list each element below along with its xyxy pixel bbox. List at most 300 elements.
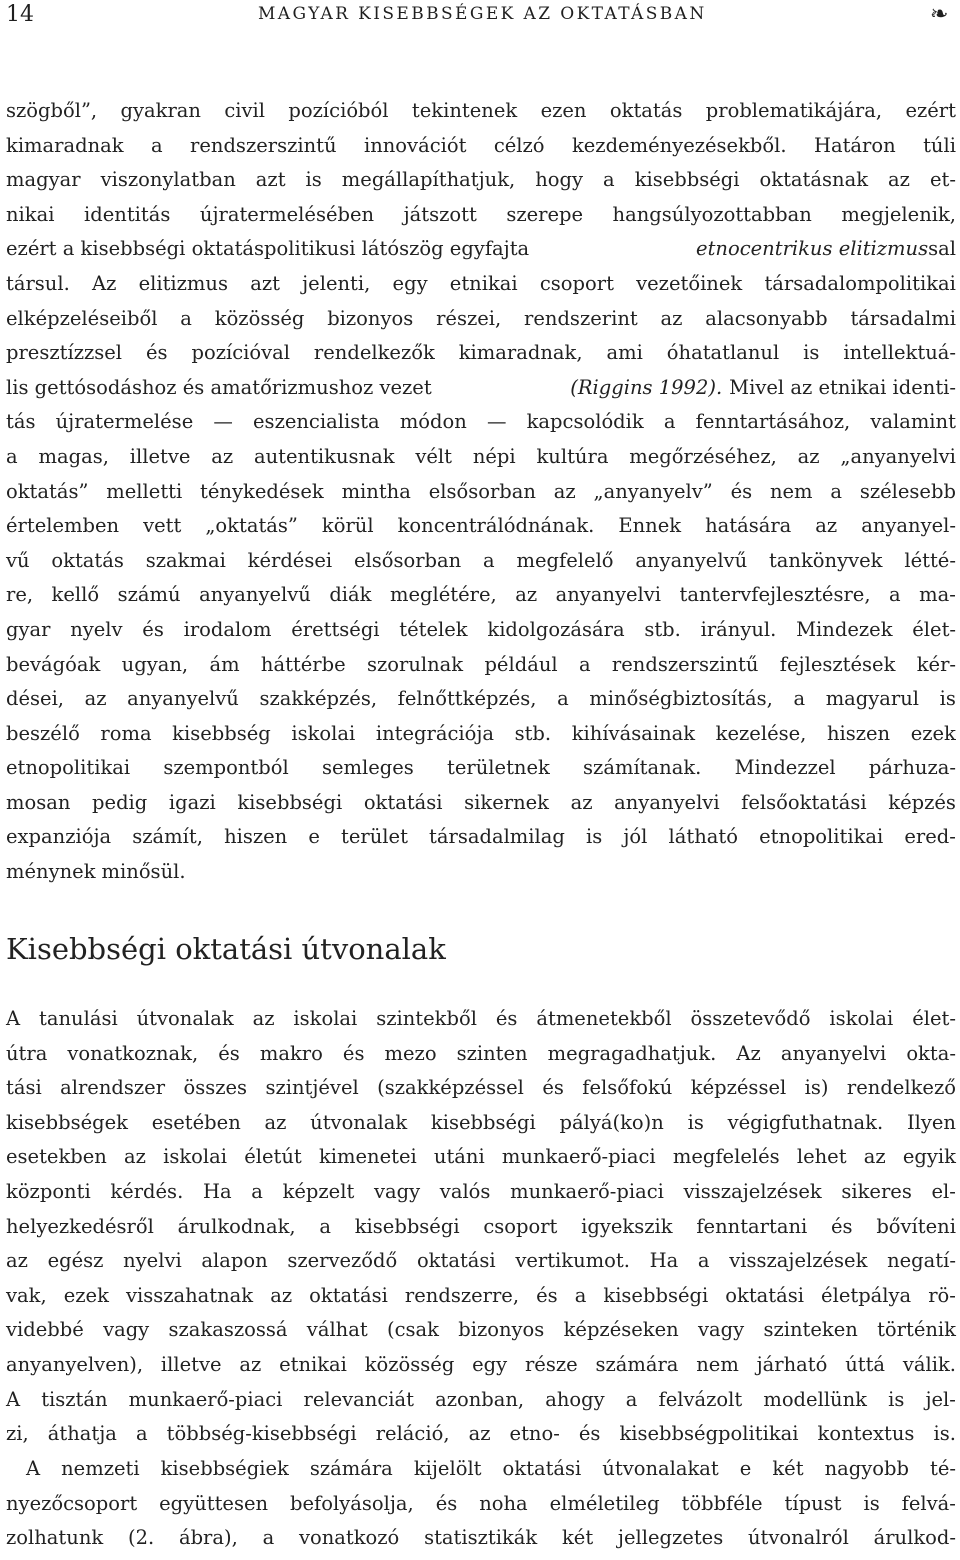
word: kisebbségek: [6, 1110, 128, 1134]
text-line: [6, 613, 956, 648]
word: ugyan,: [121, 652, 189, 676]
word: rendszerre,: [404, 1283, 520, 1307]
word: vezetőinek: [636, 271, 743, 295]
text-line: [6, 1002, 956, 1037]
word: az: [270, 1283, 293, 1307]
text-segment: lis gettósodáshoz és amatőrizmushoz vezet: [6, 375, 432, 399]
word: visszajelzések: [683, 1179, 822, 1203]
text-line: [6, 1140, 956, 1175]
word: presztízzsel: [6, 341, 123, 365]
word: válhat: [306, 1318, 368, 1342]
word: nagyobb: [824, 1457, 909, 1480]
word: felnőttképzés,: [397, 687, 537, 711]
word: oktatás”: [6, 479, 89, 503]
word: vagy: [373, 1179, 421, 1203]
word: munkaerő-piaci: [510, 1179, 664, 1203]
word: megfelelő: [516, 548, 614, 572]
word: számítanak.: [583, 756, 702, 780]
word: az: [468, 1422, 491, 1446]
text-segment: ezért a kisebbségi oktatáspolitikusi látószög egyfajta: [6, 237, 530, 261]
word: szintjével: [265, 1076, 359, 1100]
word: identitás: [84, 202, 171, 226]
text-segment: [6, 544, 956, 579]
text-segment: [26, 1452, 956, 1487]
word: pedig: [92, 790, 148, 814]
word: minőségbiztosítás,: [589, 687, 773, 711]
word: anyanyelvi: [555, 583, 662, 607]
word: többség-kisebbségi: [166, 1422, 357, 1446]
word: nemzeti: [61, 1457, 140, 1480]
word: dései,: [6, 687, 65, 711]
word: ami: [606, 341, 643, 365]
word: a: [483, 548, 495, 572]
word: tankönyvek: [768, 548, 883, 572]
word: anyanyelvű: [127, 687, 239, 711]
word: Az: [92, 271, 117, 295]
word: mosan: [6, 790, 71, 814]
word: pozícióval: [191, 341, 290, 365]
word: anyanyelvi: [614, 790, 720, 814]
text-line: [6, 682, 956, 717]
word: zolhatunk: [6, 1526, 104, 1550]
word: az: [239, 1352, 262, 1376]
word: tás: [6, 410, 36, 434]
word: kihívásainak: [571, 721, 696, 745]
word: az: [797, 444, 820, 468]
word: (2.: [127, 1526, 155, 1550]
word: és: [145, 341, 168, 365]
word: számára: [309, 1457, 393, 1480]
fleuron-ornament-icon: ❧: [930, 2, 949, 27]
word: a: [793, 687, 806, 711]
text-segment: [6, 1037, 956, 1072]
text-line: [6, 302, 956, 337]
text-line: [6, 1313, 956, 1348]
word: társadalmi: [850, 306, 956, 330]
word: re,: [6, 583, 34, 607]
word: a: [6, 444, 18, 468]
word: A: [6, 1007, 21, 1030]
word: közösség: [214, 306, 305, 330]
word: szintekből: [376, 1007, 477, 1030]
word: mintha: [341, 479, 411, 503]
word: nem: [769, 479, 813, 503]
word: és: [435, 1491, 458, 1515]
word: fejlesztések: [779, 652, 896, 676]
word: az: [570, 790, 593, 814]
text-line: [6, 371, 956, 406]
word: válik.: [902, 1352, 956, 1376]
word: újratermelése: [55, 410, 194, 434]
word: vélt: [415, 444, 452, 468]
text-segment: [6, 1140, 956, 1175]
word: játszott: [403, 202, 477, 226]
running-header: [0, 0, 960, 40]
word: szorulnak: [366, 652, 464, 676]
word: kér-: [916, 652, 956, 676]
word: élet-: [912, 617, 956, 641]
word: árulkod-: [873, 1526, 956, 1550]
word: hiszen: [826, 721, 891, 745]
italic-phrase: (Riggins 1992).: [570, 375, 723, 399]
word: társul.: [6, 271, 70, 295]
text-line: [6, 1210, 956, 1245]
word: iskolai: [829, 1007, 894, 1030]
word: hiszen: [224, 825, 288, 849]
word: alrendszer: [60, 1076, 166, 1100]
word: elméletileg: [549, 1491, 660, 1515]
text-segment: [6, 1383, 956, 1418]
word: is: [687, 1110, 704, 1134]
word: kisebbségi: [603, 1283, 709, 1307]
text-segment: [6, 198, 956, 233]
word: szögből”,: [6, 99, 98, 122]
word: is: [586, 825, 603, 849]
text-segment: [6, 475, 956, 510]
text-segment: [6, 578, 956, 613]
word: elsősorban: [428, 479, 536, 503]
word: rendszerszintű: [611, 652, 759, 676]
word: rendelkezők: [313, 341, 435, 365]
word: egy: [472, 1352, 508, 1376]
word: csoport: [539, 271, 614, 295]
word: rö-: [928, 1283, 956, 1307]
word: központi: [6, 1179, 91, 1203]
text-segment: [6, 1210, 956, 1245]
text-segment: [6, 1071, 956, 1106]
word: az: [84, 687, 107, 711]
word: elitizmus: [138, 271, 228, 295]
word: kijelölt: [413, 1457, 482, 1480]
word: integrációja: [375, 721, 495, 745]
text-segment: [6, 717, 956, 752]
word: körül: [321, 514, 374, 538]
text-line: [6, 751, 956, 786]
word: kellő: [51, 583, 100, 607]
word: azt: [250, 271, 280, 295]
word: célzó: [493, 133, 545, 157]
word: (csak: [386, 1318, 439, 1342]
word: nyelv: [70, 617, 123, 641]
word: té-: [929, 1457, 956, 1480]
text-line: [6, 1452, 956, 1487]
word: két: [772, 1457, 804, 1480]
word: és: [495, 1007, 518, 1030]
text-segment: [6, 1002, 956, 1037]
text-segment: [6, 163, 956, 198]
word: et-: [929, 168, 956, 192]
word: kisebbségiek: [160, 1457, 289, 1480]
word: útvonalakat: [602, 1457, 719, 1480]
word: igyekszik: [581, 1214, 673, 1238]
word: az: [252, 1007, 275, 1030]
word: az: [211, 444, 234, 468]
word: munkaerő-piaci: [128, 1387, 283, 1411]
word: ezen: [540, 99, 587, 122]
word: megőrzéséhez,: [629, 444, 777, 468]
text-line: [6, 648, 956, 683]
word: gyar: [6, 617, 51, 641]
paragraph-3: [6, 1452, 956, 1556]
text-line: [6, 820, 956, 855]
word: intellektuá-: [843, 341, 956, 365]
word: túli: [923, 133, 956, 157]
word: ezek: [910, 721, 956, 745]
word: visszajelzések: [729, 1249, 868, 1273]
word: anyanyelven),: [6, 1352, 144, 1376]
word: bizonyos: [327, 306, 414, 330]
word: e: [308, 825, 320, 849]
word: —: [213, 410, 233, 434]
word: makro: [259, 1041, 323, 1065]
word: oktatásnak: [759, 168, 869, 192]
word: felvázolt: [658, 1387, 743, 1411]
word: jellegzetes: [617, 1526, 724, 1550]
word: bizonyos: [458, 1318, 545, 1342]
text-line: [6, 1175, 956, 1210]
word: munkaerő-piaci: [501, 1145, 656, 1169]
word: gyakran: [120, 99, 201, 122]
word: élet-: [912, 1007, 956, 1030]
word: a: [557, 687, 569, 711]
word: igazi: [168, 790, 216, 814]
word: képzés: [888, 790, 956, 814]
word: illetve: [129, 444, 191, 468]
word: etnopolitikai: [6, 756, 131, 780]
text-segment: [6, 267, 956, 302]
word: etno-: [509, 1422, 560, 1446]
text-line: [6, 163, 956, 198]
word: Ha: [202, 1179, 232, 1203]
word: modellünk: [763, 1387, 867, 1411]
word: etnikai: [449, 271, 518, 295]
word: kérdés.: [110, 1179, 184, 1203]
word: meglétére,: [389, 583, 497, 607]
word: irodalom: [183, 617, 272, 641]
word: szinten: [456, 1041, 528, 1065]
word: járható: [756, 1352, 828, 1376]
word: életút: [244, 1145, 302, 1169]
word: fenntartásához,: [695, 410, 851, 434]
italic-phrase: etnocentrikus elitizmus: [696, 237, 929, 261]
word: magyar: [6, 168, 81, 192]
word: —: [486, 410, 507, 434]
word: például: [484, 652, 558, 676]
word: (szakképzéssel: [377, 1076, 524, 1100]
word: kisebbségi: [237, 790, 343, 814]
word: a: [625, 1387, 638, 1411]
word: szerepe: [506, 202, 584, 226]
word: szerveződő: [287, 1249, 398, 1273]
word: tantervfejlesztésre,: [679, 583, 871, 607]
paragraph-1: [6, 94, 956, 890]
word: anyanyelvi: [780, 1041, 887, 1065]
word: történik: [877, 1318, 956, 1342]
text-segment: sal: [928, 237, 956, 261]
word: befolyásolja,: [290, 1491, 414, 1515]
word: Határon: [813, 133, 896, 157]
word: értelemben: [6, 514, 120, 538]
word: helyezkedésről: [6, 1214, 154, 1238]
word: iskolai: [293, 1007, 358, 1030]
word: kimenetei: [318, 1145, 417, 1169]
text-line: [6, 717, 956, 752]
word: nikai: [6, 202, 55, 226]
word: eszencialista: [253, 410, 380, 434]
word: megállapíthatjuk,: [341, 168, 516, 192]
word: ám: [209, 652, 240, 676]
text-line: [6, 267, 956, 302]
word: oktatási: [309, 1283, 388, 1307]
word: többféle: [681, 1491, 763, 1515]
word: együttesen: [159, 1491, 269, 1515]
word: iskolai: [163, 1145, 228, 1169]
word: is: [888, 1387, 905, 1411]
word: felvá-: [901, 1491, 956, 1515]
word: közösség: [364, 1352, 455, 1376]
text-segment: [6, 820, 956, 855]
word: is: [803, 341, 820, 365]
word: ered-: [904, 825, 956, 849]
word: Ha: [649, 1249, 679, 1273]
word: nem: [696, 1352, 739, 1376]
word: azt: [255, 168, 286, 192]
word: kimaradnak,: [458, 341, 583, 365]
word: számít,: [132, 825, 203, 849]
word: vertikumot.: [515, 1249, 630, 1273]
word: összetevődő: [690, 1007, 811, 1030]
text-line: [6, 129, 956, 164]
text-line: [6, 1037, 956, 1072]
word: magas,: [38, 444, 109, 468]
word: szempontból: [163, 756, 289, 780]
word: kérdései: [247, 548, 333, 572]
word: terület: [341, 825, 408, 849]
word: iskolai: [291, 721, 356, 745]
word: jól: [623, 825, 648, 849]
text-line: [6, 94, 956, 129]
word: is: [305, 168, 322, 192]
word: el-: [931, 1179, 956, 1203]
text-line: [6, 198, 956, 233]
text-line: [6, 1106, 956, 1141]
word: kisebbségi: [634, 168, 740, 192]
word: oktatás: [51, 548, 124, 572]
word: autentikusnak: [253, 444, 395, 468]
word: átmenetekből: [536, 1007, 672, 1030]
word: visszahatnak: [125, 1283, 254, 1307]
word: kisebbségi: [354, 1214, 460, 1238]
word: rendszerint: [524, 306, 638, 330]
word: párhuza-: [868, 756, 956, 780]
text-line: [6, 1348, 956, 1383]
word: típust: [784, 1491, 842, 1515]
word: a: [151, 133, 163, 157]
word: a: [574, 1283, 587, 1307]
text-segment: [6, 405, 956, 440]
word: anyanyelvű: [199, 583, 311, 607]
word: etnopolitikai: [759, 825, 884, 849]
text-segment: [6, 509, 956, 544]
word: végigfuthatnak.: [727, 1110, 884, 1134]
word: útvonalról: [747, 1526, 849, 1550]
text-segment: [6, 648, 956, 683]
word: magyarul: [825, 687, 920, 711]
text-line: [6, 475, 956, 510]
word: tanulási: [39, 1007, 118, 1030]
text-segment: [6, 786, 956, 821]
word: rendszerszintű: [190, 133, 337, 157]
text-segment: [6, 1417, 956, 1452]
text-line: [6, 405, 956, 440]
word: okta-: [906, 1041, 956, 1065]
word: Mindezzel: [734, 756, 836, 780]
word: utáni: [433, 1145, 485, 1169]
word: Ennek: [618, 514, 682, 538]
word: A: [6, 1387, 21, 1411]
text-line: [6, 509, 956, 544]
word: Ilyen: [906, 1110, 956, 1134]
word: jelenti,: [302, 271, 371, 295]
text-line: [6, 440, 956, 475]
word: esetében: [151, 1110, 241, 1134]
word: „anyanyelv”: [593, 479, 713, 503]
text-segment: [6, 94, 956, 129]
text-group: [570, 371, 956, 406]
word: úttá: [845, 1352, 886, 1376]
word: számú: [117, 583, 181, 607]
word: valamint: [870, 410, 956, 434]
word: „oktatás”: [205, 514, 298, 538]
word: szélesebb: [859, 479, 956, 503]
word: kisebbségi: [430, 1110, 536, 1134]
word: lehet: [796, 1145, 847, 1169]
word: a: [603, 168, 615, 192]
word: oktatás: [609, 99, 683, 122]
word: is.: [933, 1422, 956, 1446]
text-segment: [6, 1244, 956, 1279]
word: egy: [392, 271, 428, 295]
page-number: 14: [6, 2, 34, 27]
word: sikeres: [841, 1179, 912, 1203]
word: hangsúlyozottabban: [612, 202, 812, 226]
word: oktatási: [725, 1283, 804, 1307]
text-segment: [6, 613, 956, 648]
word: a: [135, 1422, 148, 1446]
word: az: [888, 168, 910, 192]
word: semleges: [321, 756, 414, 780]
word: sikernek: [464, 790, 549, 814]
word: az: [6, 1249, 28, 1273]
text-line: [6, 1244, 956, 1279]
word: jel-: [925, 1387, 956, 1411]
word: pályá(ko)n: [559, 1110, 664, 1134]
word: mezo: [384, 1041, 437, 1065]
word: érettségi: [291, 617, 380, 641]
word: ménynek: [6, 860, 96, 884]
word: a: [262, 1526, 275, 1550]
text-segment: [6, 129, 956, 164]
word: „anyanyelvi: [840, 444, 956, 468]
word: kezelése,: [715, 721, 807, 745]
text-line: [6, 1383, 956, 1418]
word: nyezőcsoport: [6, 1491, 138, 1515]
word: az: [264, 1110, 287, 1134]
word: anyanyel-: [861, 514, 956, 538]
word: vagy: [698, 1318, 745, 1342]
word: és: [578, 1422, 601, 1446]
word: noha: [479, 1491, 528, 1515]
